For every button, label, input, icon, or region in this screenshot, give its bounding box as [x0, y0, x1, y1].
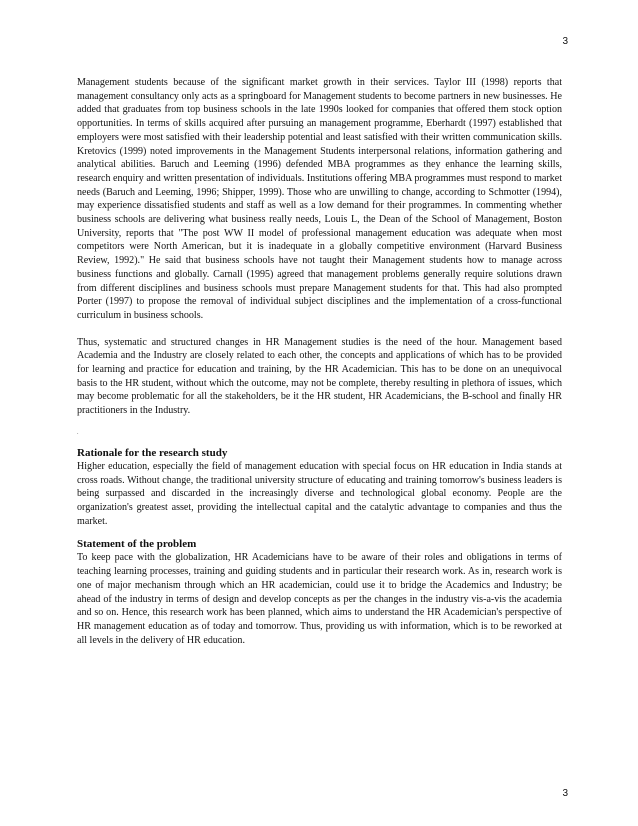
section-heading-problem-statement: Statement of the problem — [77, 538, 197, 551]
document-body — [77, 76, 562, 647]
body-paragraph-1: Management students because of the significant market growth in their services. Taylor III (1998) reports that management consultancy only acts as a springboard for Management students to become partners in new businesses. He added that graduates from top business schools in the late 1990s looked for companies that offered them stock option opportunities. In terms of skills acquired after pursuing an management programme, Eberhardt (1997) established that employers were most satisfied with their leadership potential and least satisfied with their written communication skills. Kretovics (1999) noted improvements in the Management Students interpersonal relations, information gathering and analytical abilities. Baruch and Leeming (1996) defended MBA programmes as they enhance the learning skills, research enquiry and written presentation of individuals. Institutions offering MBA programmes must respond to market needs (Baruch and Leeming, 1996; Shipper, 1999). Those who are unwilling to change, according to Schmotter (1994), may experience dissatisfied students and staff as well as a low demand for their programmes. In commenting whether business schools are delivering what business really needs, Louis L, the Dean of the School of Management, Boston University, reports that "The post WW II model of professional management education was adequate when most competitors were North American, but it is inadequate in a globally competitive environment (Harvard Business Review, 1992)." He said that business schools have not taught their Management students how to manage across business functions and globally. Carnall (1995) agreed that management problems generally require solutions drawn from different disciplines and business schools must prepare Management students for that. This had also prompted Porter (1997) to propose the removal of individual subject disciplines and the implementation of a cross-functional curriculum in business schools. — [77, 77, 562, 321]
section-problem-statement — [77, 538, 562, 647]
page-number-top: 3 — [562, 36, 568, 47]
section-heading-rationale: Rationale for the research study — [77, 446, 228, 459]
section-rationale — [77, 446, 562, 529]
stray-mark: . — [77, 429, 79, 436]
page-number-bottom: 3 — [562, 788, 568, 799]
body-paragraph-2: Thus, systematic and structured changes in HR Management studies is the need of the hour. Management based Academia and the Industry are closely related to each other, the concepts and applications of which has to be provided for learning and practice for education and training, by the HR Academician. This has to be done on an unequivocal basis to the HR student, without which the outcome, may not be complete, thereby resulting in plethora of issues, which may become problematic for all the stakeholders, be it the HR student, HR Academicians, the B-school and finally HR practitioners in the Industry. — [77, 336, 562, 417]
section-body-problem-statement: To keep pace with the globalization, HR Academicians have to be aware of their roles and obligations in terms of teaching learning processes, training and guiding students and in particular their research work. As in, research work is one of major mechanism through which an HR academician, could use it to bridge the Academics and Industry; be ahead of the industry in terms of design and develop concepts as per the changes in the industry vis-a-vis the academia and so on. Hence, this research work has been planned, which aims to understand the HR Academician's perspective of HR management education as of today and tomorrow. Thus, providing us with information, which is to be reworked at all levels in the delivery of HR education. — [77, 552, 562, 646]
section-body-rationale: Higher education, especially the field of management education with special focus on HR education in India stands at cross roads. Without change, the traditional university structure of educating and training tomorrow's business leaders is being surpassed and discarded in the increasingly diverse and technological global economy. People are the organization's greatest asset, providing the intellectual capital and the catalytic advantage to companies and thus the market. — [77, 460, 562, 527]
